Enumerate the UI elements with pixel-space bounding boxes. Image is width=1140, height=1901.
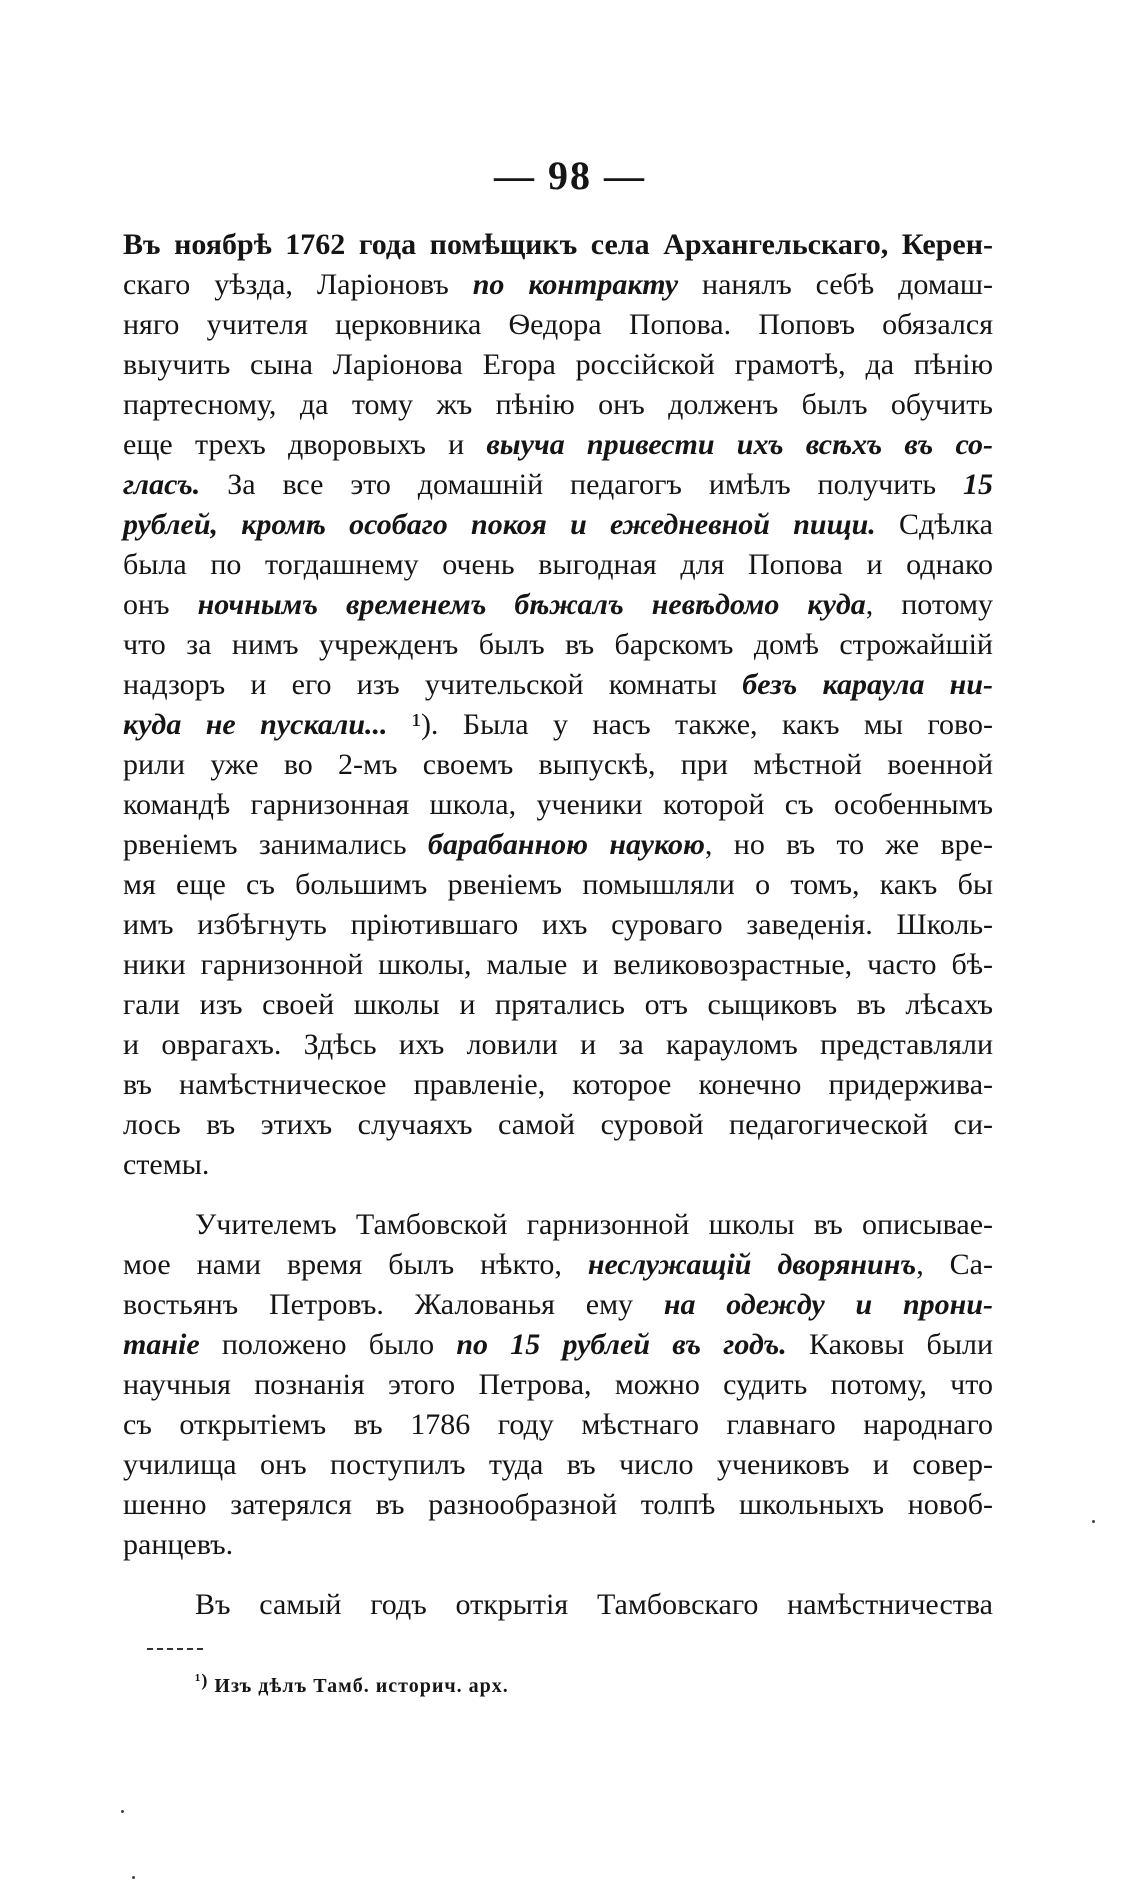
text-run: была по тогдашнему очень выгодная для Попова и однако xyxy=(123,548,993,581)
text-run: училища онъ поступилъ туда въ число учениковъ и совер- xyxy=(123,1448,993,1481)
text-line-29 xyxy=(123,1366,993,1404)
footnote-mark: ¹) xyxy=(195,1670,209,1690)
footnote-rule xyxy=(147,1648,203,1650)
text-run: стемы. xyxy=(123,1148,210,1181)
text-run: востьянъ Петровъ. Жалованья ему xyxy=(123,1288,664,1321)
text-run: партесному, да тому жъ пѣнію онъ долженъ былъ обучить xyxy=(123,388,993,421)
text-run: имъ избѣгнуть пріютившаго ихъ суроваго заведенія. Школь- xyxy=(123,908,993,941)
text-line-12 xyxy=(123,666,993,704)
text-run: ранцевъ. xyxy=(123,1528,234,1561)
text-line-32 xyxy=(123,1486,993,1524)
emphasis-run: безъ караула ни- xyxy=(742,668,993,701)
text-line-22 xyxy=(123,1066,993,1104)
footnote-text: Изъ дѣлъ Тамб. историч. арх. xyxy=(208,1675,509,1697)
text-line-20 xyxy=(123,986,993,1024)
text-line-3 xyxy=(123,306,993,344)
text-line-18 xyxy=(123,906,993,944)
print-speck xyxy=(132,1876,135,1879)
text-line-4 xyxy=(123,346,993,384)
text-run: ники гарнизонной школы, малые и великовозрастные, часто бѣ- xyxy=(123,948,993,981)
text-run: Сдѣлка xyxy=(875,508,993,541)
text-line-5 xyxy=(123,386,993,424)
text-run: выучить сына Ларіонова Егора россійской грамотѣ, да пѣнію xyxy=(123,348,993,381)
emphasis-run: по контракту xyxy=(472,268,679,301)
text-line-26 xyxy=(123,1246,993,1284)
text-line-21 xyxy=(123,1026,993,1064)
page-number: — 98 — xyxy=(494,153,646,198)
text-line-30 xyxy=(123,1406,993,1444)
emphasis-run: куда не пускали... xyxy=(123,708,388,741)
emphasis-run: гласъ. xyxy=(123,468,201,501)
text-line-23 xyxy=(123,1106,993,1144)
text-line-1 xyxy=(123,226,993,264)
text-run: мое нами время былъ нѣкто, xyxy=(123,1248,588,1281)
text-line-8 xyxy=(123,506,993,544)
text-run: За все это домашній педагогъ имѣлъ получить xyxy=(200,468,963,501)
emphasis-run: таніе xyxy=(123,1328,200,1361)
text-run: съ открытіемъ въ 1786 году мѣстнаго главнаго народнаго xyxy=(123,1408,993,1441)
text-line-6 xyxy=(123,426,993,464)
text-line-13 xyxy=(123,706,993,744)
text-run: что за нимъ учрежденъ былъ въ барскомъ домѣ строжайшій xyxy=(123,628,993,661)
text-line-24 xyxy=(123,1146,993,1184)
text-run: въ намѣстническое правленіе, которое конечно придержива- xyxy=(123,1068,993,1101)
text-run: скаго уѣзда, Ларіоновъ xyxy=(123,268,473,301)
print-speck xyxy=(1092,1520,1095,1523)
emphasis-run: ночнымъ временемъ бѣжалъ невѣдомо куда xyxy=(197,588,866,621)
text-run: Учителемъ Тамбовской гарнизонной школы въ описывае- xyxy=(195,1208,993,1241)
text-run: , Са- xyxy=(916,1248,993,1281)
text-run: надзоръ и его изъ учительской комнаты xyxy=(123,668,743,701)
text-line-11 xyxy=(123,626,993,664)
text-run: рили уже во 2-мъ своемъ выпускѣ, при мѣстной военной xyxy=(123,748,993,781)
text-run: Въ ноябрѣ 1762 года помѣщикъ села Архангельскаго, Керен- xyxy=(123,228,993,261)
text-line-15 xyxy=(123,786,993,824)
text-run: гали изъ своей школы и прятались отъ сыщиковъ въ лѣсахъ xyxy=(123,988,993,1021)
text-run: еще трехъ дворовыхъ и xyxy=(123,428,487,461)
text-run: и оврагахъ. Здѣсь ихъ ловили и за карауломъ представляли xyxy=(123,1028,993,1061)
text-run: мя еще съ большимъ рвеніемъ помышляли о томъ, какъ бы xyxy=(123,868,993,901)
text-run: няго учителя церковника Ѳедора Попова. Поповъ обязался xyxy=(123,308,993,341)
text-run: ¹). Была у насъ также, какъ мы гово- xyxy=(387,708,994,741)
emphasis-run: выуча привести ихъ всѣхъ въ со- xyxy=(486,428,994,461)
text-line-2 xyxy=(123,266,993,304)
text-line-16 xyxy=(123,826,993,864)
text-run: Каковы были xyxy=(786,1328,993,1361)
emphasis-run: барабанною наукою xyxy=(427,828,705,861)
text-line-17 xyxy=(123,866,993,904)
text-line-27 xyxy=(123,1286,993,1324)
text-line-34 xyxy=(195,1586,993,1624)
text-line-14 xyxy=(123,746,993,784)
text-run: нанялъ себѣ домаш- xyxy=(678,268,994,301)
text-line-28 xyxy=(123,1326,993,1364)
emphasis-run: неслужащій дворянинъ xyxy=(587,1248,917,1281)
text-line-19 xyxy=(123,946,993,984)
text-run: положено было xyxy=(199,1328,457,1361)
text-run: командѣ гарнизонная школа, ученики которой съ особеннымъ xyxy=(123,788,993,821)
text-run: онъ xyxy=(123,588,198,621)
text-run: Въ самый годъ открытія Тамбовскаго намѣстничества xyxy=(195,1588,993,1621)
text-run: лось въ этихъ случаяхъ самой суровой педагогической си- xyxy=(123,1108,993,1141)
text-run: , потому xyxy=(865,588,993,621)
text-run: рвеніемъ занимались xyxy=(123,828,428,861)
emphasis-run: по 15 рублей въ годъ. xyxy=(456,1328,787,1361)
text-line-7 xyxy=(123,466,993,504)
text-line-9 xyxy=(123,546,993,584)
text-line-25 xyxy=(195,1206,993,1244)
print-speck xyxy=(121,1810,124,1813)
text-line-31 xyxy=(123,1446,993,1484)
footnote xyxy=(195,1670,509,1698)
emphasis-run: 15 xyxy=(963,468,993,501)
emphasis-run: рублей, кромѣ особаго покоя и ежедневной пищи. xyxy=(123,508,876,541)
text-run: , но въ то же вре- xyxy=(704,828,993,861)
emphasis-run: на одежду и прони- xyxy=(663,1288,993,1321)
text-run: шенно затерялся въ разнообразной толпѣ школьныхъ новоб- xyxy=(123,1488,993,1521)
text-line-33 xyxy=(123,1526,993,1564)
text-line-10 xyxy=(123,586,993,624)
text-run: научныя познанія этого Петрова, можно судить потому, что xyxy=(123,1368,993,1401)
